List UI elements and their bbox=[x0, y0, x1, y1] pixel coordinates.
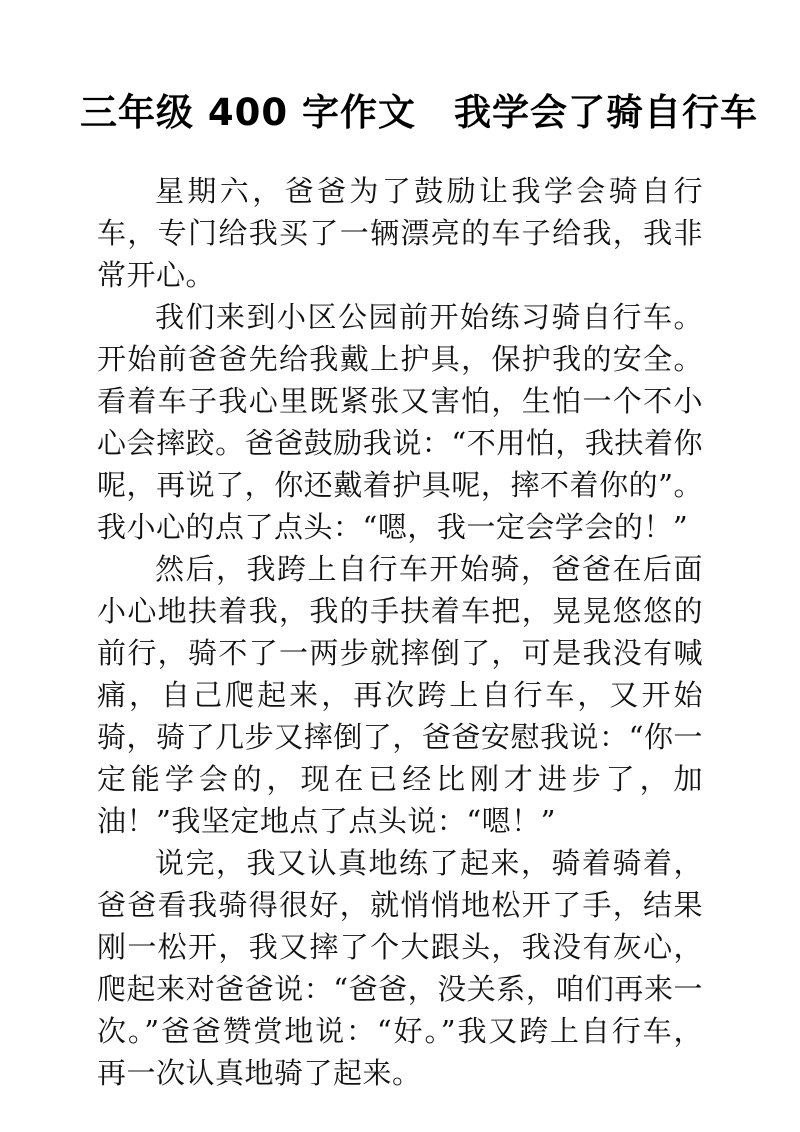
essay-paragraph: 星期六，爸爸为了鼓励让我学会骑自行车，专门给我买了一辆漂亮的车子给我，我非常开心。 bbox=[97, 174, 703, 292]
essay-title: 三年级 400 字作文 我学会了骑自行车 bbox=[80, 91, 758, 134]
essay-body bbox=[97, 170, 703, 1094]
essay-paragraph: 然后，我跨上自行车开始骑，爸爸在后面小心地扶着我，我的手扶着车把，晃晃悠悠的前行，骑不了一两步就摔倒了，可是我没有喊痛，自己爬起来，再次跨上自行车，又开始骑，骑了几步又摔倒了，爸爸安慰我说：“你一定能学会的，现在已经比刚才进步了，加油！”我坚定地点了点头说：“嗯！” bbox=[97, 552, 703, 838]
essay-paragraph: 说完，我又认真地练了起来，骑着骑着，爸爸看我骑得很好，就悄悄地松开了手，结果刚一松开，我又摔了个大跟头，我没有灰心，爬起来对爸爸说：“爸爸，没关系，咱们再来一次。”爸爸赞赏地说：“好。”我又跨上自行车，再一次认真地骑了起来。 bbox=[97, 846, 703, 1090]
essay-paragraph: 我们来到小区公园前开始练习骑自行车。开始前爸爸先给我戴上护具，保护我的安全。看着车子我心里既紧张又害怕，生怕一个不小心会摔跤。爸爸鼓励我说：“不用怕，我扶着你呢，再说了，你还戴着护具呢，摔不着你的”。我小心的点了点头：“嗯，我一定会学会的！” bbox=[97, 300, 703, 544]
